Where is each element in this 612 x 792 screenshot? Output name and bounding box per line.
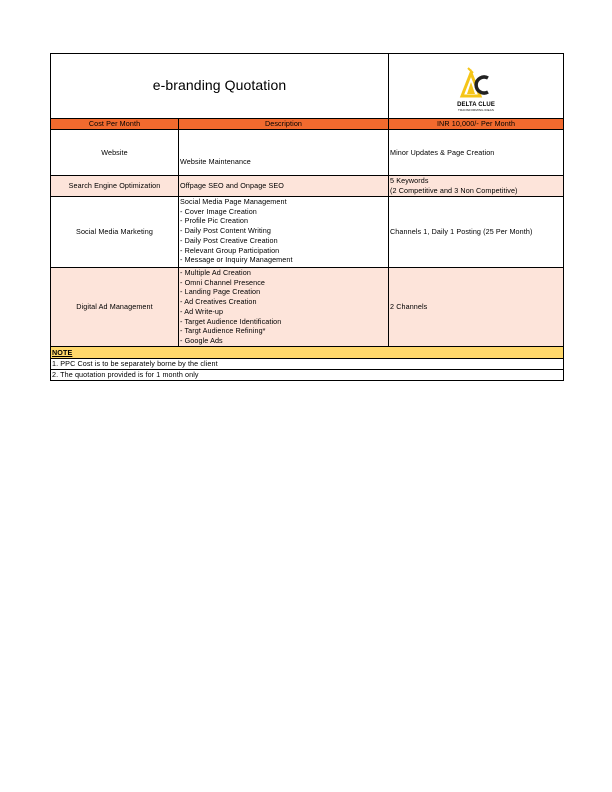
list-item: - Multiple Ad Creation (180, 268, 251, 277)
list-item: - Cover Image Creation (180, 206, 257, 216)
description-smm (179, 197, 389, 268)
list-item: - Message or Inquiry Management (180, 255, 293, 265)
table-row (51, 176, 564, 197)
list-item: - Daily Post Content Writing (180, 226, 271, 236)
description-website: Website Maintenance (179, 130, 389, 176)
logo (389, 54, 564, 119)
header-price: INR 10,000/- Per Month (389, 119, 564, 130)
note-row (51, 347, 564, 359)
description-dam (179, 268, 389, 347)
logo-tagline: TRANSFORMING IDEAS (458, 108, 494, 113)
page-title: e-branding Quotation (51, 54, 389, 119)
cost-website: Minor Updates & Page Creation (389, 130, 564, 176)
header-row (51, 119, 564, 130)
table-row (51, 197, 564, 268)
list-item: - Omni Channel Presence (180, 277, 265, 287)
list-item: Social Media Page Management (180, 197, 287, 206)
service-seo: Search Engine Optimization (51, 176, 179, 197)
quotation-table (50, 53, 564, 381)
table-row (51, 268, 564, 347)
header-description: Description (179, 119, 389, 130)
list-item: - Profile Pic Creation (180, 216, 249, 226)
list-item: - Daily Post Creative Creation (180, 235, 278, 245)
cost-line: (2 Competitive and 3 Non Competitive) (390, 186, 518, 195)
note-item: 2. The quotation provided is for 1 month only (51, 370, 564, 381)
service-smm: Social Media Marketing (51, 197, 179, 268)
description-seo: Offpage SEO and Onpage SEO (179, 176, 389, 197)
note-row (51, 370, 564, 381)
note-row (51, 359, 564, 370)
list-item: - Google Ads (180, 335, 223, 345)
list-item: - Ad Creatives Creation (180, 297, 257, 307)
list-item: - Relevant Group Participation (180, 245, 280, 255)
service-website: Website (51, 130, 179, 176)
note-title: NOTE (51, 347, 564, 359)
cost-seo (389, 176, 564, 197)
list-item: - Targt Audience Refining* (180, 326, 266, 336)
table-row (51, 130, 564, 176)
header-cost: Cost Per Month (51, 119, 179, 130)
list-item: - Landing Page Creation (180, 287, 261, 297)
list-item: - Ad Write-up (180, 306, 224, 316)
logo-brand: DELTA CLUE (457, 102, 495, 109)
cost-dam: 2 Channels (389, 268, 564, 347)
cost-smm: Channels 1, Daily 1 Posting (25 Per Month) (389, 197, 564, 268)
note-item: 1. PPC Cost is to be separately borne by the client (51, 359, 564, 370)
service-dam: Digital Ad Management (51, 268, 179, 347)
cost-line: 5 Keywords (390, 176, 429, 186)
list-item: - Target Audience Identification (180, 316, 282, 326)
title-row (51, 54, 564, 119)
